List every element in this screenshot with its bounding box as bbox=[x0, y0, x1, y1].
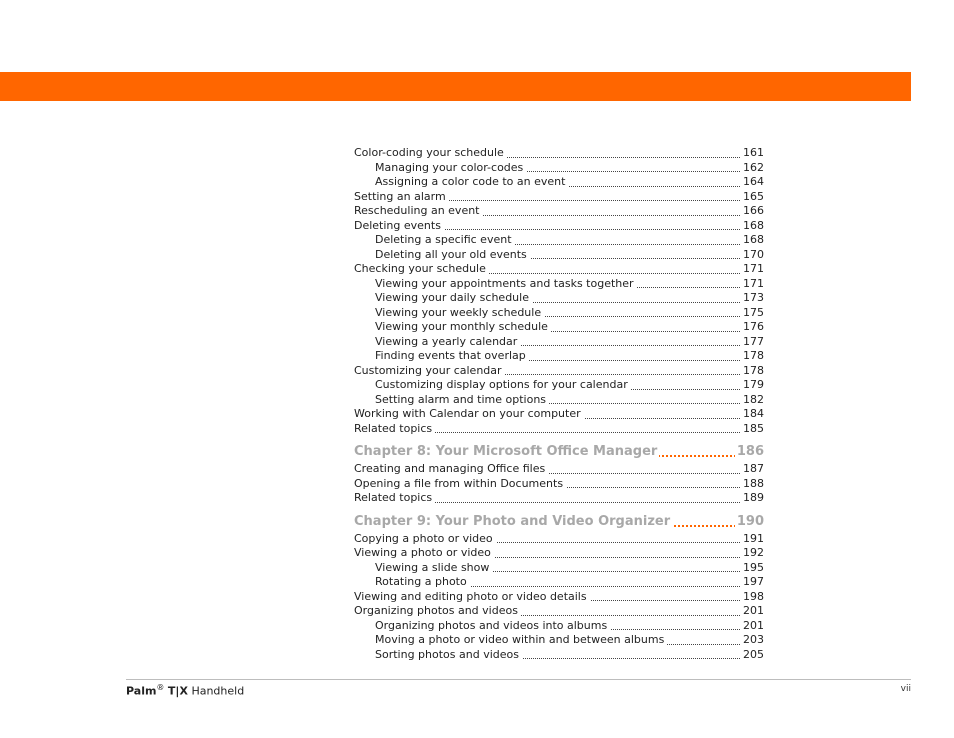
footer-model: T|X bbox=[167, 684, 188, 698]
toc-entry-page: 179 bbox=[743, 378, 764, 391]
toc-entry-page: 168 bbox=[743, 218, 764, 232]
toc-entry[interactable] bbox=[354, 546, 764, 561]
toc-entry[interactable] bbox=[354, 364, 764, 379]
toc-entry-page: 195 bbox=[743, 560, 764, 574]
toc-entry-title: Viewing and editing photo or video details bbox=[354, 590, 590, 603]
toc-entry-title: Working with Calendar on your computer bbox=[354, 407, 584, 420]
toc-entry-page: 161 bbox=[743, 146, 764, 159]
toc-entry-title: Checking your schedule bbox=[354, 262, 489, 275]
toc-entry-page: 190 bbox=[736, 513, 764, 529]
toc-subentry[interactable] bbox=[354, 320, 764, 335]
toc-entry-page: 168 bbox=[743, 233, 764, 246]
footer-brand: Palm bbox=[126, 684, 157, 698]
toc-entry-title: Assigning a color code to an event bbox=[375, 175, 568, 188]
toc-entry-title: Organizing photos and videos bbox=[354, 604, 521, 617]
toc-entry[interactable] bbox=[354, 477, 764, 492]
toc-chapter-heading[interactable] bbox=[354, 513, 764, 531]
toc-entry-title: Rescheduling an event bbox=[354, 204, 483, 217]
toc-entry[interactable] bbox=[354, 204, 764, 219]
toc-entry-page: 191 bbox=[743, 531, 764, 545]
toc-entry[interactable] bbox=[354, 146, 764, 161]
toc-entry-page: 205 bbox=[743, 647, 764, 661]
toc-subentry[interactable] bbox=[354, 619, 764, 634]
header-accent-bar bbox=[0, 72, 911, 101]
registered-mark: ® bbox=[156, 683, 165, 692]
toc-entry-page: 203 bbox=[743, 633, 764, 646]
toc-entry-page: 177 bbox=[743, 334, 764, 348]
toc-entry-page: 201 bbox=[743, 604, 764, 617]
toc-entry-page: 184 bbox=[743, 407, 764, 420]
toc-subentry[interactable] bbox=[354, 233, 764, 248]
toc-subentry[interactable] bbox=[354, 633, 764, 648]
table-of-contents bbox=[354, 146, 764, 662]
toc-entry-page: 189 bbox=[743, 491, 764, 504]
toc-entry-title: Setting an alarm bbox=[354, 190, 449, 203]
toc-entry-title: Finding events that overlap bbox=[375, 349, 529, 362]
toc-entry-page: 164 bbox=[743, 175, 764, 188]
toc-entry-page: 197 bbox=[743, 575, 764, 588]
toc-entry-page: 173 bbox=[743, 291, 764, 304]
toc-entry-title: Viewing a photo or video bbox=[354, 546, 494, 559]
toc-entry-page: 185 bbox=[743, 421, 764, 435]
footer-page-number: vii bbox=[900, 684, 911, 694]
toc-entry-title: Deleting events bbox=[354, 219, 444, 232]
toc-chapter-heading[interactable] bbox=[354, 443, 764, 461]
toc-subentry[interactable] bbox=[354, 291, 764, 306]
toc-entry-title: Copying a photo or video bbox=[354, 532, 496, 545]
toc-entry[interactable] bbox=[354, 262, 764, 277]
toc-entry-title: Creating and managing Office files bbox=[354, 462, 548, 475]
footer-divider bbox=[126, 679, 911, 680]
toc-entry-title: Viewing your appointments and tasks together bbox=[375, 277, 637, 290]
toc-entry[interactable] bbox=[354, 219, 764, 234]
toc-subentry[interactable] bbox=[354, 161, 764, 176]
toc-entry-title: Viewing a slide show bbox=[375, 561, 492, 574]
toc-entry-title: Viewing your daily schedule bbox=[375, 291, 532, 304]
toc-entry-title: Viewing your monthly schedule bbox=[375, 320, 551, 333]
toc-entry-page: 178 bbox=[743, 363, 764, 377]
toc-entry-title: Sorting photos and videos bbox=[375, 648, 522, 661]
toc-entry-page: 178 bbox=[743, 349, 764, 362]
toc-entry-title: Customizing display options for your calendar bbox=[375, 378, 631, 391]
toc-entry-title: Managing your color-codes bbox=[375, 161, 526, 174]
toc-entry-page: 171 bbox=[743, 276, 764, 290]
toc-subentry[interactable] bbox=[354, 335, 764, 350]
toc-subentry[interactable] bbox=[354, 378, 764, 393]
toc-subentry[interactable] bbox=[354, 248, 764, 263]
footer-product-name bbox=[126, 683, 244, 698]
toc-entry-title: Opening a file from within Documents bbox=[354, 477, 566, 490]
toc-entry-title: Color-coding your schedule bbox=[354, 146, 507, 159]
toc-entry-title: Chapter 9: Your Photo and Video Organizer bbox=[354, 513, 671, 529]
toc-entry-title: Viewing your weekly schedule bbox=[375, 306, 544, 319]
toc-entry-title: Customizing your calendar bbox=[354, 364, 505, 377]
toc-subentry[interactable] bbox=[354, 393, 764, 408]
toc-entry-page: 188 bbox=[743, 476, 764, 490]
toc-entry-title: Deleting a specific event bbox=[375, 233, 515, 246]
toc-entry[interactable] bbox=[354, 462, 764, 477]
toc-subentry[interactable] bbox=[354, 575, 764, 590]
toc-entry-title: Setting alarm and time options bbox=[375, 393, 549, 406]
toc-entry-title: Organizing photos and videos into albums bbox=[375, 619, 610, 632]
toc-subentry[interactable] bbox=[354, 561, 764, 576]
toc-entry-title: Moving a photo or video within and between albums bbox=[375, 633, 667, 646]
toc-entry-title: Related topics bbox=[354, 491, 435, 504]
toc-entry-title: Related topics bbox=[354, 422, 435, 435]
toc-entry-page: 171 bbox=[743, 262, 764, 275]
toc-subentry[interactable] bbox=[354, 349, 764, 364]
toc-subentry[interactable] bbox=[354, 277, 764, 292]
footer-product: Handheld bbox=[191, 684, 245, 698]
toc-entry[interactable] bbox=[354, 590, 764, 605]
toc-entry-page: 182 bbox=[743, 392, 764, 406]
toc-entry[interactable] bbox=[354, 532, 764, 547]
toc-entry[interactable] bbox=[354, 407, 764, 422]
toc-entry-page: 166 bbox=[743, 204, 764, 217]
toc-subentry[interactable] bbox=[354, 648, 764, 663]
toc-entry-title: Deleting all your old events bbox=[375, 248, 530, 261]
toc-entry-page: 198 bbox=[743, 589, 764, 603]
toc-entry-title: Chapter 8: Your Microsoft Office Manager bbox=[354, 444, 658, 459]
toc-entry-page: 186 bbox=[736, 444, 764, 459]
toc-entry-page: 176 bbox=[743, 320, 764, 333]
toc-entry-page: 192 bbox=[743, 546, 764, 559]
toc-subentry[interactable] bbox=[354, 306, 764, 321]
toc-entry-page: 175 bbox=[743, 305, 764, 319]
toc-entry-title: Rotating a photo bbox=[375, 575, 470, 588]
toc-entry-title: Viewing a yearly calendar bbox=[375, 335, 520, 348]
toc-entry[interactable] bbox=[354, 422, 764, 437]
toc-subentry[interactable] bbox=[354, 175, 764, 190]
toc-entry-page: 165 bbox=[743, 189, 764, 203]
toc-entry-page: 201 bbox=[743, 618, 764, 632]
toc-entry[interactable] bbox=[354, 491, 764, 506]
toc-entry-page: 170 bbox=[743, 247, 764, 261]
toc-entry-page: 187 bbox=[743, 462, 764, 475]
toc-entry[interactable] bbox=[354, 604, 764, 619]
toc-entry-page: 162 bbox=[743, 160, 764, 174]
toc-entry[interactable] bbox=[354, 190, 764, 205]
